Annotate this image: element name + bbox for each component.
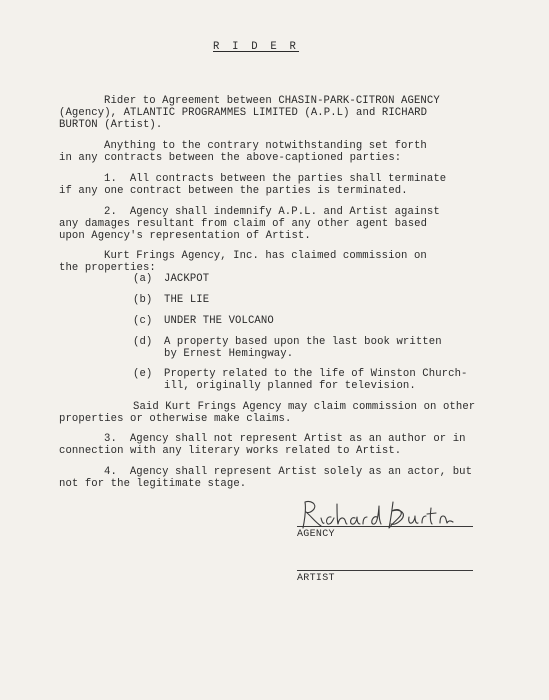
document-title: R I D E R <box>213 41 300 53</box>
property-title: by Ernest Hemingway. <box>164 348 294 360</box>
property-title: Property related to the life of Winston Church- <box>164 368 468 380</box>
property-letter: (a) <box>133 273 153 285</box>
clause-4-line: not for the legitimate stage. <box>59 478 247 490</box>
artist-label: ARTIST <box>297 573 335 584</box>
property-letter: (d) <box>133 336 153 348</box>
clause-2-line: upon Agency's representation of Artist. <box>59 230 311 242</box>
clause-3-line: connection with any literary works related to Artist. <box>59 445 402 457</box>
intro-line: (Agency), ATLANTIC PROGRAMMES LIMITED (A.P.L) and RICHARD <box>59 107 428 119</box>
anything-line: in any contracts between the above-captioned parties: <box>59 152 402 164</box>
clause-4-line: 4. Agency shall represent Artist solely as an actor, but <box>104 466 473 478</box>
intro-line: BURTON (Artist). <box>59 119 163 131</box>
frings-line: the properties: <box>59 262 156 274</box>
intro-line: Rider to Agreement between CHASIN-PARK-CITRON AGENCY <box>104 95 440 107</box>
property-title: THE LIE <box>164 294 210 306</box>
agency-label: AGENCY <box>297 529 335 540</box>
clause-3-line: 3. Agency shall not represent Artist as an author or in <box>104 433 466 445</box>
clause-2-line: any damages resultant from claim of any other agent based <box>59 218 428 230</box>
property-letter: (c) <box>133 315 153 327</box>
artist-signature-line <box>297 570 473 571</box>
said-line: Said Kurt Frings Agency may claim commission on other <box>133 401 476 413</box>
property-letter: (e) <box>133 368 153 380</box>
said-line: properties or otherwise make claims. <box>59 413 292 425</box>
property-title: JACKPOT <box>164 273 210 285</box>
property-title: UNDER THE VOLCANO <box>164 315 274 327</box>
anything-line: Anything to the contrary notwithstanding set forth <box>104 140 427 152</box>
clause-2-line: 2. Agency shall indemnify A.P.L. and Artist against <box>104 206 440 218</box>
property-title: A property based upon the last book written <box>164 336 442 348</box>
clause-1-line: 1. All contracts between the parties shall terminate <box>104 173 447 185</box>
agency-signature-line <box>297 526 473 527</box>
clause-1-line: if any one contract between the parties is terminated. <box>59 185 408 197</box>
frings-line: Kurt Frings Agency, Inc. has claimed commission on <box>104 250 427 262</box>
property-title: ill, originally planned for television. <box>164 380 416 392</box>
property-letter: (b) <box>133 294 153 306</box>
